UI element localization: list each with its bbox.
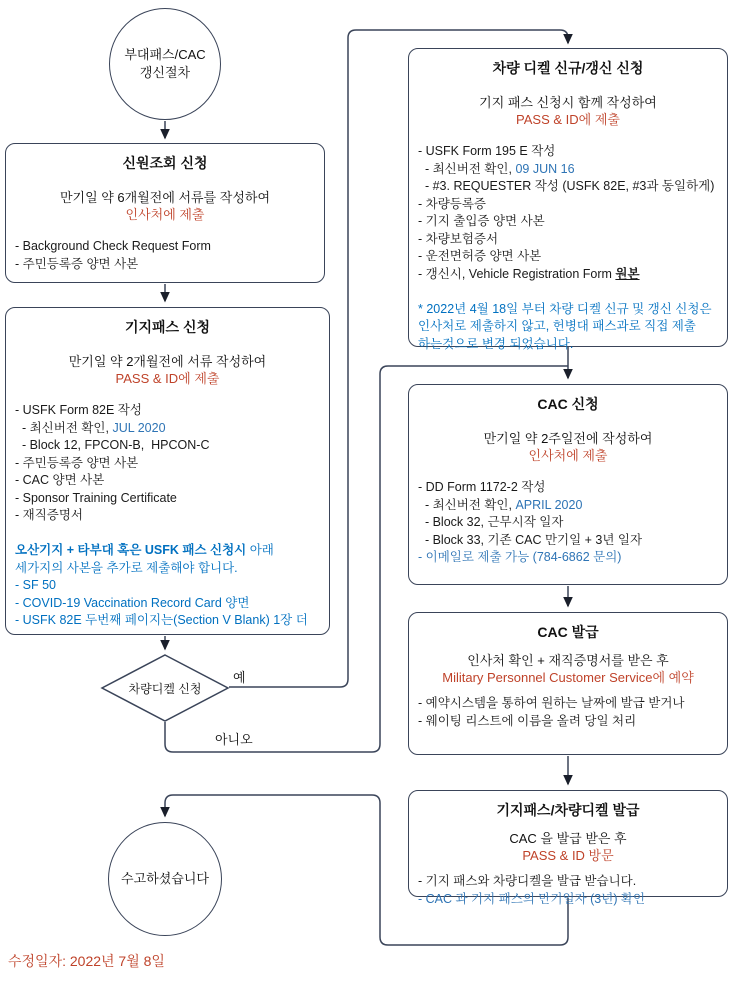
box-background-check (5, 143, 325, 283)
box-decal-items (418, 143, 718, 353)
list-item: - Background Check Request Form (15, 239, 211, 253)
list-item: - 기지 출입증 양면 사본 (418, 214, 545, 228)
list-item: - 예약시스템을 통하여 원하는 날짜에 발급 받거나 (418, 696, 685, 710)
list-item: 세가지의 사본을 추가로 제출해야 합니다. (15, 560, 238, 575)
list-item: - CAC 과 기지 패스의 만기일자 (3년) 확인 (418, 891, 646, 906)
list-item: - 주민등록증 양면 사본 (15, 256, 139, 271)
box-pass-decal-issue-subtitle: CAC 을 발급 받은 후 PASS & ID 방문 (418, 830, 718, 864)
box-pass-decal-issue-items (418, 873, 718, 908)
box-background-check-title: 신원조회 신청 (122, 155, 208, 171)
decision-label: 차량디켈 신청 (128, 681, 202, 696)
list-item: - DD Form 1172-2 작성 (418, 480, 546, 494)
box-base-pass-subtitle: 만기일 약 2개월전에 서류 작성하여 PASS & ID에 제출 (15, 353, 320, 387)
box-cac-issue-items (418, 695, 718, 730)
end-node (108, 822, 222, 936)
list-item: - Block 33, 기존 CAC 만기일 + 3년 일자 (418, 532, 643, 547)
start-node-label: 부대패스/CAC 갱신절차 (124, 47, 206, 80)
submit-to-text: PASS & ID에 제출 (115, 371, 220, 386)
box-base-pass-title: 기지패스 신청 (124, 319, 211, 335)
list-item: - 갱신시, Vehicle Registration Form 원본 (418, 266, 640, 281)
list-item: - 웨이팅 리스트에 이름을 올려 당일 처리 (418, 713, 637, 728)
list-item: - COVID-19 Vaccination Record Card 양면 (15, 595, 250, 610)
box-pass-decal-issue (408, 790, 728, 906)
list-item: 하는것으로 변경 되었습니다. (418, 336, 574, 351)
list-item: - 운전면허증 양면 사본 (418, 249, 542, 263)
box-decal-subtitle: 기지 패스 신청시 함께 작성하여 PASS & ID에 제출 (418, 94, 718, 128)
box-base-pass (5, 307, 330, 635)
box-cac-apply (408, 384, 728, 585)
list-item: - SF 50 (15, 578, 56, 592)
box-cac-issue-title: CAC 발급 (537, 624, 599, 640)
list-item (418, 283, 718, 301)
box-cac-issue (408, 612, 728, 755)
list-item: - CAC 양면 사본 (15, 473, 105, 487)
submit-to-text: PASS & ID에 제출 (516, 112, 620, 127)
list-item: - USFK 82E 두번째 페이지는(Section V Blank) 1장 더 (15, 613, 308, 627)
box-background-check-items (15, 238, 315, 273)
box-background-check-subtitle: 만기일 약 6개월전에 서류를 작성하여 인사처에 제출 (15, 189, 315, 223)
box-base-pass-items (15, 402, 320, 630)
start-node (109, 8, 221, 120)
list-item: - Block 12, FPCON-B, HPCON-C (15, 438, 210, 452)
list-item: - 최신버전 확인, JUL 2020 (15, 420, 166, 435)
box-cac-apply-title: CAC 신청 (537, 396, 599, 412)
box-decal (408, 48, 728, 351)
list-item (15, 525, 320, 543)
box-cac-apply-items (418, 479, 718, 567)
list-item: - 재직증명서 (15, 508, 84, 522)
list-item: 인사처로 제출하지 않고, 헌병대 패스과로 직접 제출 (418, 319, 696, 333)
box-pass-decal-issue-title: 기지패스/차량디켈 발급 (496, 802, 640, 818)
visit-text: PASS & ID 방문 (522, 848, 614, 863)
list-item: - 주민등록증 양면 사본 (15, 455, 139, 470)
end-node-label: 수고하셨습니다 (121, 871, 209, 886)
box-cac-issue-subtitle: 인사처 확인 + 재직증명서를 받은 후 Military Personnel Customer Service에 예약 (418, 652, 718, 686)
list-item: * 2022년 4월 18일 부터 차량 디켈 신규 및 갱신 신청은 (418, 301, 712, 316)
list-item: - 기지 패스와 차량디켈을 발급 받습니다. (418, 874, 637, 888)
list-item: - 차량등록증 (418, 196, 487, 211)
list-item: - 최신버전 확인, 09 JUN 16 (418, 161, 575, 176)
list-item: - 최신버전 확인, APRIL 2020 (418, 497, 583, 512)
list-item: - 이메일로 제출 가능 (784-6862 문의) (418, 550, 622, 564)
reservation-text: Military Personnel Customer Service에 예약 (442, 670, 694, 685)
submit-to-text: 인사처에 제출 (125, 207, 205, 222)
decision-yes-label: 예 (233, 670, 246, 685)
list-item: - Sponsor Training Certificate (15, 490, 177, 505)
list-item: - #3. REQUESTER 작성 (USFK 82E, #3과 동일하게) (418, 179, 715, 193)
list-item: - USFK Form 195 E 작성 (418, 144, 556, 158)
revision-date: 수정일자: 2022년 7월 8일 (8, 953, 165, 969)
list-item: - Block 32, 근무시작 일자 (418, 515, 564, 529)
box-cac-apply-subtitle: 만기일 약 2주일전에 작성하여 인사처에 제출 (418, 430, 718, 464)
list-item: - 차량보험증서 (418, 231, 499, 246)
decision-no-label: 아니오 (215, 732, 253, 747)
submit-to-text: 인사처에 제출 (528, 448, 608, 463)
list-item: - USFK Form 82E 작성 (15, 403, 142, 417)
box-decal-title: 차량 디켈 신규/갱신 신청 (492, 60, 644, 76)
list-item: 오산기지 + 타부대 혹은 USFK 패스 신청시 아래 (15, 543, 274, 557)
